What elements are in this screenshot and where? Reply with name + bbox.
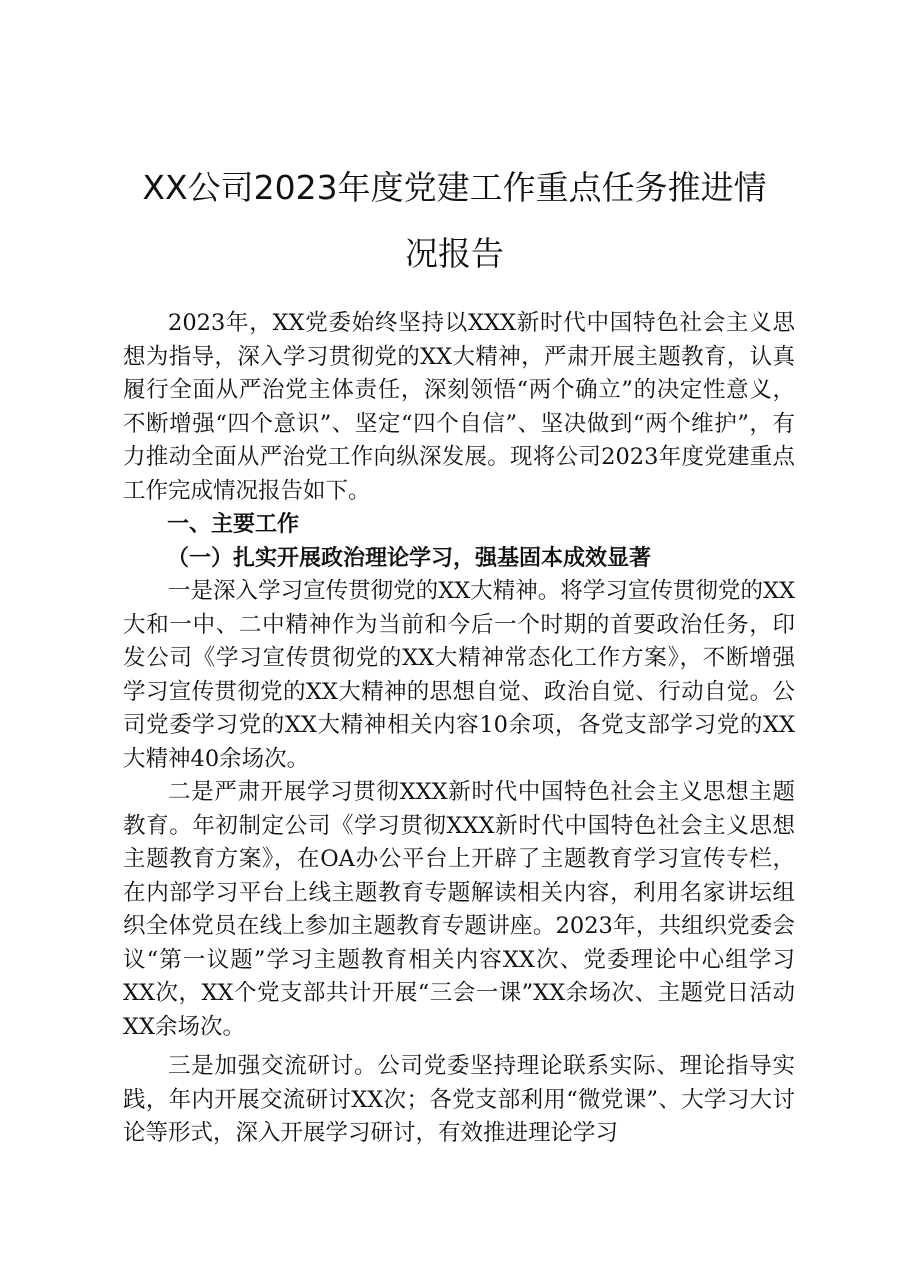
intro-paragraph: 2023年，XX党委始终坚持以XXX新时代中国特色社会主义思想为指导，深入学习贯彻党的XX大精神，严肃开展主题教育，认真履行全面从严治党主体责任，深刻领悟“两个确立”的决定性意义，不断增强“四个意识”、坚定“四个自信”、坚决做到“两个维护”，有力推动全面从严治党工作向纵深发展。现将公司2023年度党建重点工作完成情况报告如下。 [123, 310, 795, 504]
body-paragraph: 一是深入学习宣传贯彻党的XX大精神。将学习宣传贯彻党的XX大和一中、二中精神作为当前和今后一个时期的首要政治任务，印发公司《学习宣传贯彻党的XX大精神常态化工作方案》，不断增强学习宣传贯彻党的XX大精神的思想自觉、政治自觉、行动自觉。公司党委学习党的XX大精神相关内容10余项，各党支部学习党的XX大精神40余场次。 [123, 578, 795, 772]
section-heading: 一、主要工作 [167, 512, 300, 537]
subsection-heading: （一）扎实开展政治理论学习，强基固本成效显著 [167, 544, 652, 571]
document-title-line-2: 况报告 [405, 234, 504, 273]
document-body [123, 307, 795, 1151]
body-paragraph: 三是加强交流研讨。公司党委坚持理论联系实际、理论指导实践，年内开展交流研讨XX次；各党支部利用“微党课”、大学习大讨论等形式，深入开展学习研讨，有效推进理论学习 [123, 1053, 795, 1146]
document-title-line-1: XX公司2023年度党建工作重点任务推进情 [142, 168, 767, 207]
body-paragraph: 二是严肃开展学习贯彻XXX新时代中国特色社会主义思想主题教育。年初制定公司《学习贯彻XXX新时代中国特色社会主义思想主题教育方案》，在OA办公平台上开辟了主题教育学习宣传专栏，在内部学习平台上线主题教育专题解读相关内容，利用名家讲坛组织全体党员在线上参加主题教育专题讲座。2023年，共组织党委会议“第一议题”学习主题教育相关内容XX次、党委理论中心组学习XX次，XX个党支部共计开展“三会一课”XX余场次、主题党日活动XX余场次。 [123, 779, 795, 1040]
